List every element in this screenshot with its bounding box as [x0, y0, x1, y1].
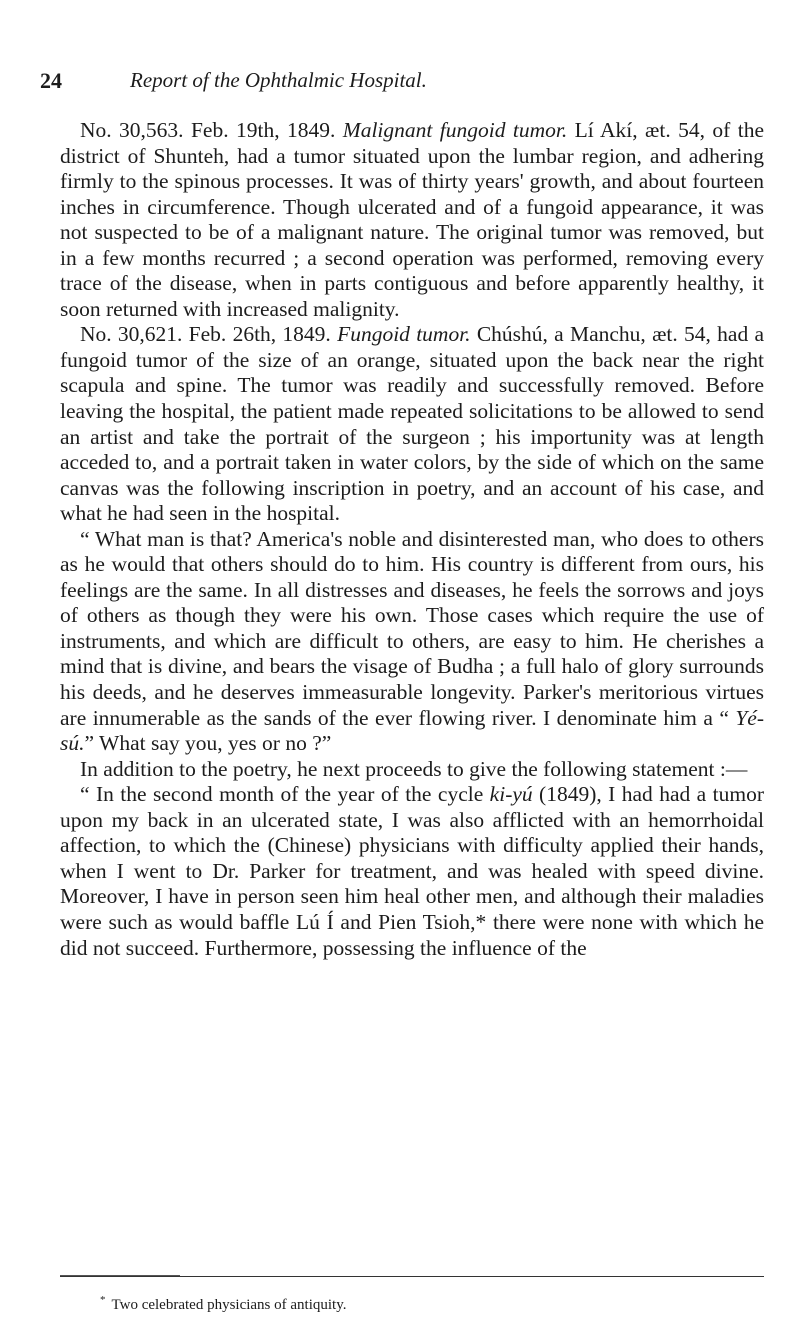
case-lead: No. 30,563. Feb. 19th, 1849.: [80, 118, 343, 142]
patient-statement: [60, 782, 764, 961]
case-paragraph-30563: [60, 118, 764, 322]
quote-term: Yé-sú.: [60, 705, 764, 756]
case-body: Chúshú, a Manchu, æt. 54, had a fungoid tumor of the size of an orange, situated upon the back near the right scapula and spine. The tumor was readily and successfully removed. Before leaving the hospital, the patient made repeated solicitations to be allowed to send an artist and take the portrait of the surgeon ; his importunity was at length acceded to, and a portrait taken in water colors, by the side of which on the same canvas was the following inscription in poetry, and an account of his case, and what he had seen in the hospital.: [60, 322, 765, 526]
statement-intro: In addition to the poetry, he next proceeds to give the following statement :—: [80, 756, 748, 781]
case-paragraph-30621: [60, 322, 764, 526]
case-title: Fungoid tumor.: [337, 322, 471, 347]
body-text: [60, 118, 764, 961]
page-header: [40, 68, 700, 96]
footnote-text: Two celebrated physicians of antiquity.: [111, 1297, 347, 1313]
statement-text-end: (1849), I had had a tumor upon my back in an ulcerated state, I was also afflicted with an hemorrhoidal affection, to which the (Chinese) physicians with difficulty applied their hands, when I went to Dr. Parker for treatment, and was healed with speed divine. Moreover, I have in person seen him heal other men, and although their maladies were such as would baffle Lú Í and Pien Tsioh,* there were none with which he did not succeed. Furthermore, possessing the influence of the: [60, 782, 764, 960]
cycle-term: ki-yú: [489, 782, 533, 807]
quote-text-end: ” What say you, yes or no ?”: [84, 731, 332, 756]
statement-text: “ In the second month of the year of the cycle: [80, 782, 490, 807]
footnote-rule-short: [60, 1275, 180, 1276]
page-number: 24: [40, 68, 62, 93]
poetry-inscription: [60, 527, 764, 757]
footnote-mark: *: [100, 1294, 106, 1306]
case-lead: No. 30,621. Feb. 26th, 1849.: [80, 322, 338, 347]
case-title: Malignant fungoid tumor.: [342, 118, 568, 142]
case-body: Lí Akí, æt. 54, of the district of Shunteh, had a tumor situated upon the lumbar region, and adhering firmly to the spinous processes. It was of thirty years' growth, and about fourteen inches in circumference. Though ulcerated and of a fungoid appearance, it was not suspected to be of a malignant nature. The original tumor was removed, but in a few months recurred ; a second operation was performed, removing every trace of the disease, when in parts contiguous and before apparently healthy, it soon returned with increased malignity.: [60, 118, 764, 321]
running-title: Report of the Ophthalmic Hospital.: [130, 68, 427, 92]
quote-text: “ What man is that? America's noble and disinterested man, who does to others as he would that others should do to him. His country is different from ours, his feelings are the same. In all distresses and diseases, he feels the sorrows and joys of others as though they were his own. Those cases which require the use of instruments, and which are difficult to others, are easy to him. He cherishes a mind that is divine, and bears the visage of Budha ; a full halo of glory surrounds his deeds, and he deserves immeasurable longevity. Parker's meritorious virtues are innumerable as the sands of the ever flowing river. I denominate him a “: [60, 526, 764, 730]
footnote: [100, 1294, 347, 1314]
footnote-rule: [60, 1276, 764, 1277]
